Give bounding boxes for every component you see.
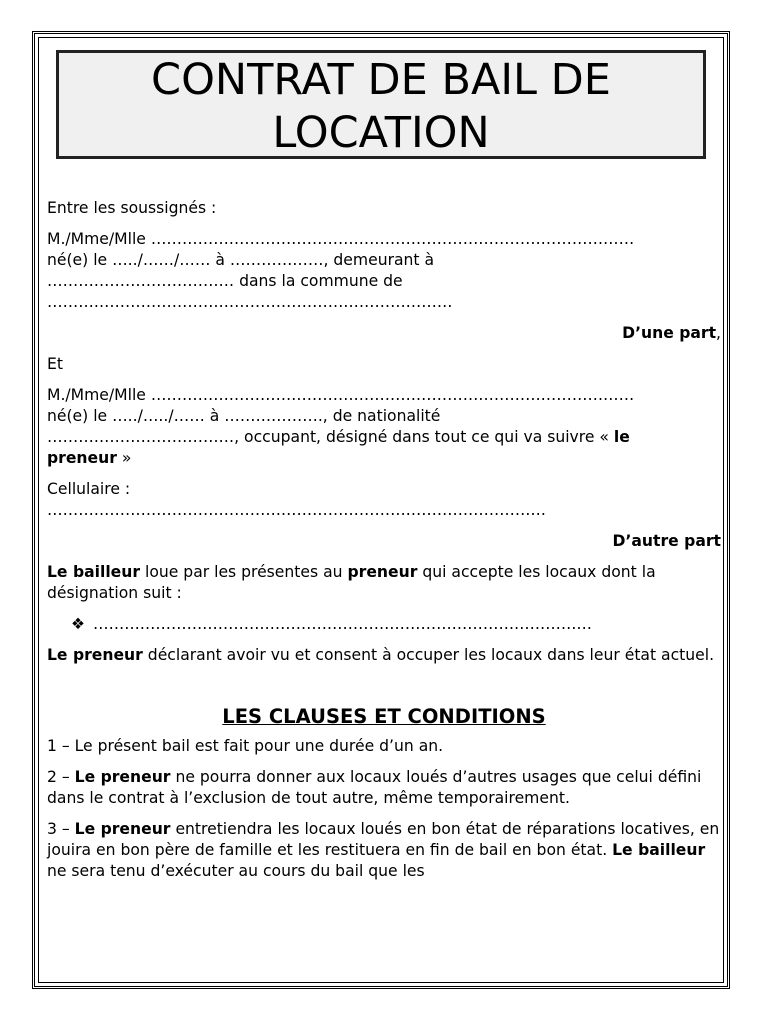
designation-text-1: loue par les présentes au	[140, 563, 348, 581]
party-1-line-2: né(e) le …../……/…… à ………………, demeurant à	[47, 251, 435, 269]
clause-2-text: ne pourra donner aux locaux loués d’autres usages que celui défini dans le contrat à l’exclusion de tout autre, même temporairement.	[47, 768, 702, 807]
designation-paragraph	[47, 562, 721, 604]
clause-3-bold-2: Le bailleur	[612, 841, 706, 859]
clause-3-text-2: ne sera tenu d’exécuter au cours du bail que les	[47, 862, 425, 880]
party-2-line-3: ………………………………, occupant, désigné dans tout ce qui va suivre «	[47, 428, 614, 446]
clause-1: 1 – Le présent bail est fait pour une durée d’un an.	[47, 737, 444, 755]
party-2-line-1: M./Mme/Mlle …………………………………………………………………………………	[47, 386, 635, 404]
cellulaire-label: Cellulaire :	[47, 480, 131, 498]
party-1-line-1: M./Mme/Mlle …………………………………………………………………………………	[47, 230, 635, 248]
party-1-line-3: ……………………………… dans la commune de	[47, 272, 403, 290]
document-body	[47, 198, 721, 892]
preneur-bold: preneur	[347, 563, 418, 581]
party-2-bold-preneur: preneur	[47, 449, 117, 467]
dautre-part	[47, 531, 721, 552]
clause-2	[47, 767, 721, 809]
clause-3-text: entretiendra les locaux loués en bon état de réparations locatives, en jouira en bon père de famille et les restituera en fin de bail en bon état.	[47, 820, 720, 859]
clause-3-num: 3 –	[47, 820, 75, 838]
clause-2-bold: Le preneur	[74, 768, 171, 786]
party-1-block	[47, 229, 721, 313]
party-2-bold-le: le	[613, 428, 630, 446]
designation-text-2: qui accepte les locaux dont la désignation suit :	[47, 563, 656, 602]
preneur-bold-2: Le preneur	[47, 646, 143, 664]
et-label: Et	[47, 355, 63, 373]
party-1-line-4: ……………………………………………………………………	[47, 293, 453, 311]
party-2-line-2: né(e) le …../…../…… à ………………., de nationalité	[47, 407, 441, 425]
designation-text-3: déclarant avoir vu et consent à occuper les locaux dans leur état actuel.	[142, 646, 715, 664]
party-2-block	[47, 385, 721, 469]
bullet-dots: ……………………………………………………………………………………	[93, 615, 592, 633]
cellulaire-block	[47, 479, 721, 521]
party-2-line-4-end: »	[116, 449, 132, 467]
dautre-part-label: D’autre part	[612, 532, 721, 550]
title-line-1: CONTRAT DE BAIL DE	[151, 55, 611, 105]
entre-les-soussignes: Entre les soussignés :	[47, 199, 217, 217]
etat-actuel-paragraph	[47, 645, 721, 666]
diamond-bullet-icon: ❖	[71, 615, 85, 633]
clause-2-num: 2 –	[47, 768, 75, 786]
designation-bullet	[47, 614, 721, 635]
cellulaire-dots: ……………………………………………………………………………………	[47, 501, 546, 519]
dune-part-label: D’une part	[622, 324, 717, 342]
bailleur-bold: Le bailleur	[47, 563, 141, 581]
clauses-heading: LES CLAUSES ET CONDITIONS	[222, 705, 546, 728]
document-title	[56, 50, 706, 159]
dune-part-comma: ,	[716, 324, 721, 342]
clause-3-bold: Le preneur	[74, 820, 171, 838]
clause-3	[47, 819, 721, 882]
title-line-2: LOCATION	[272, 108, 490, 158]
dune-part	[47, 323, 721, 344]
